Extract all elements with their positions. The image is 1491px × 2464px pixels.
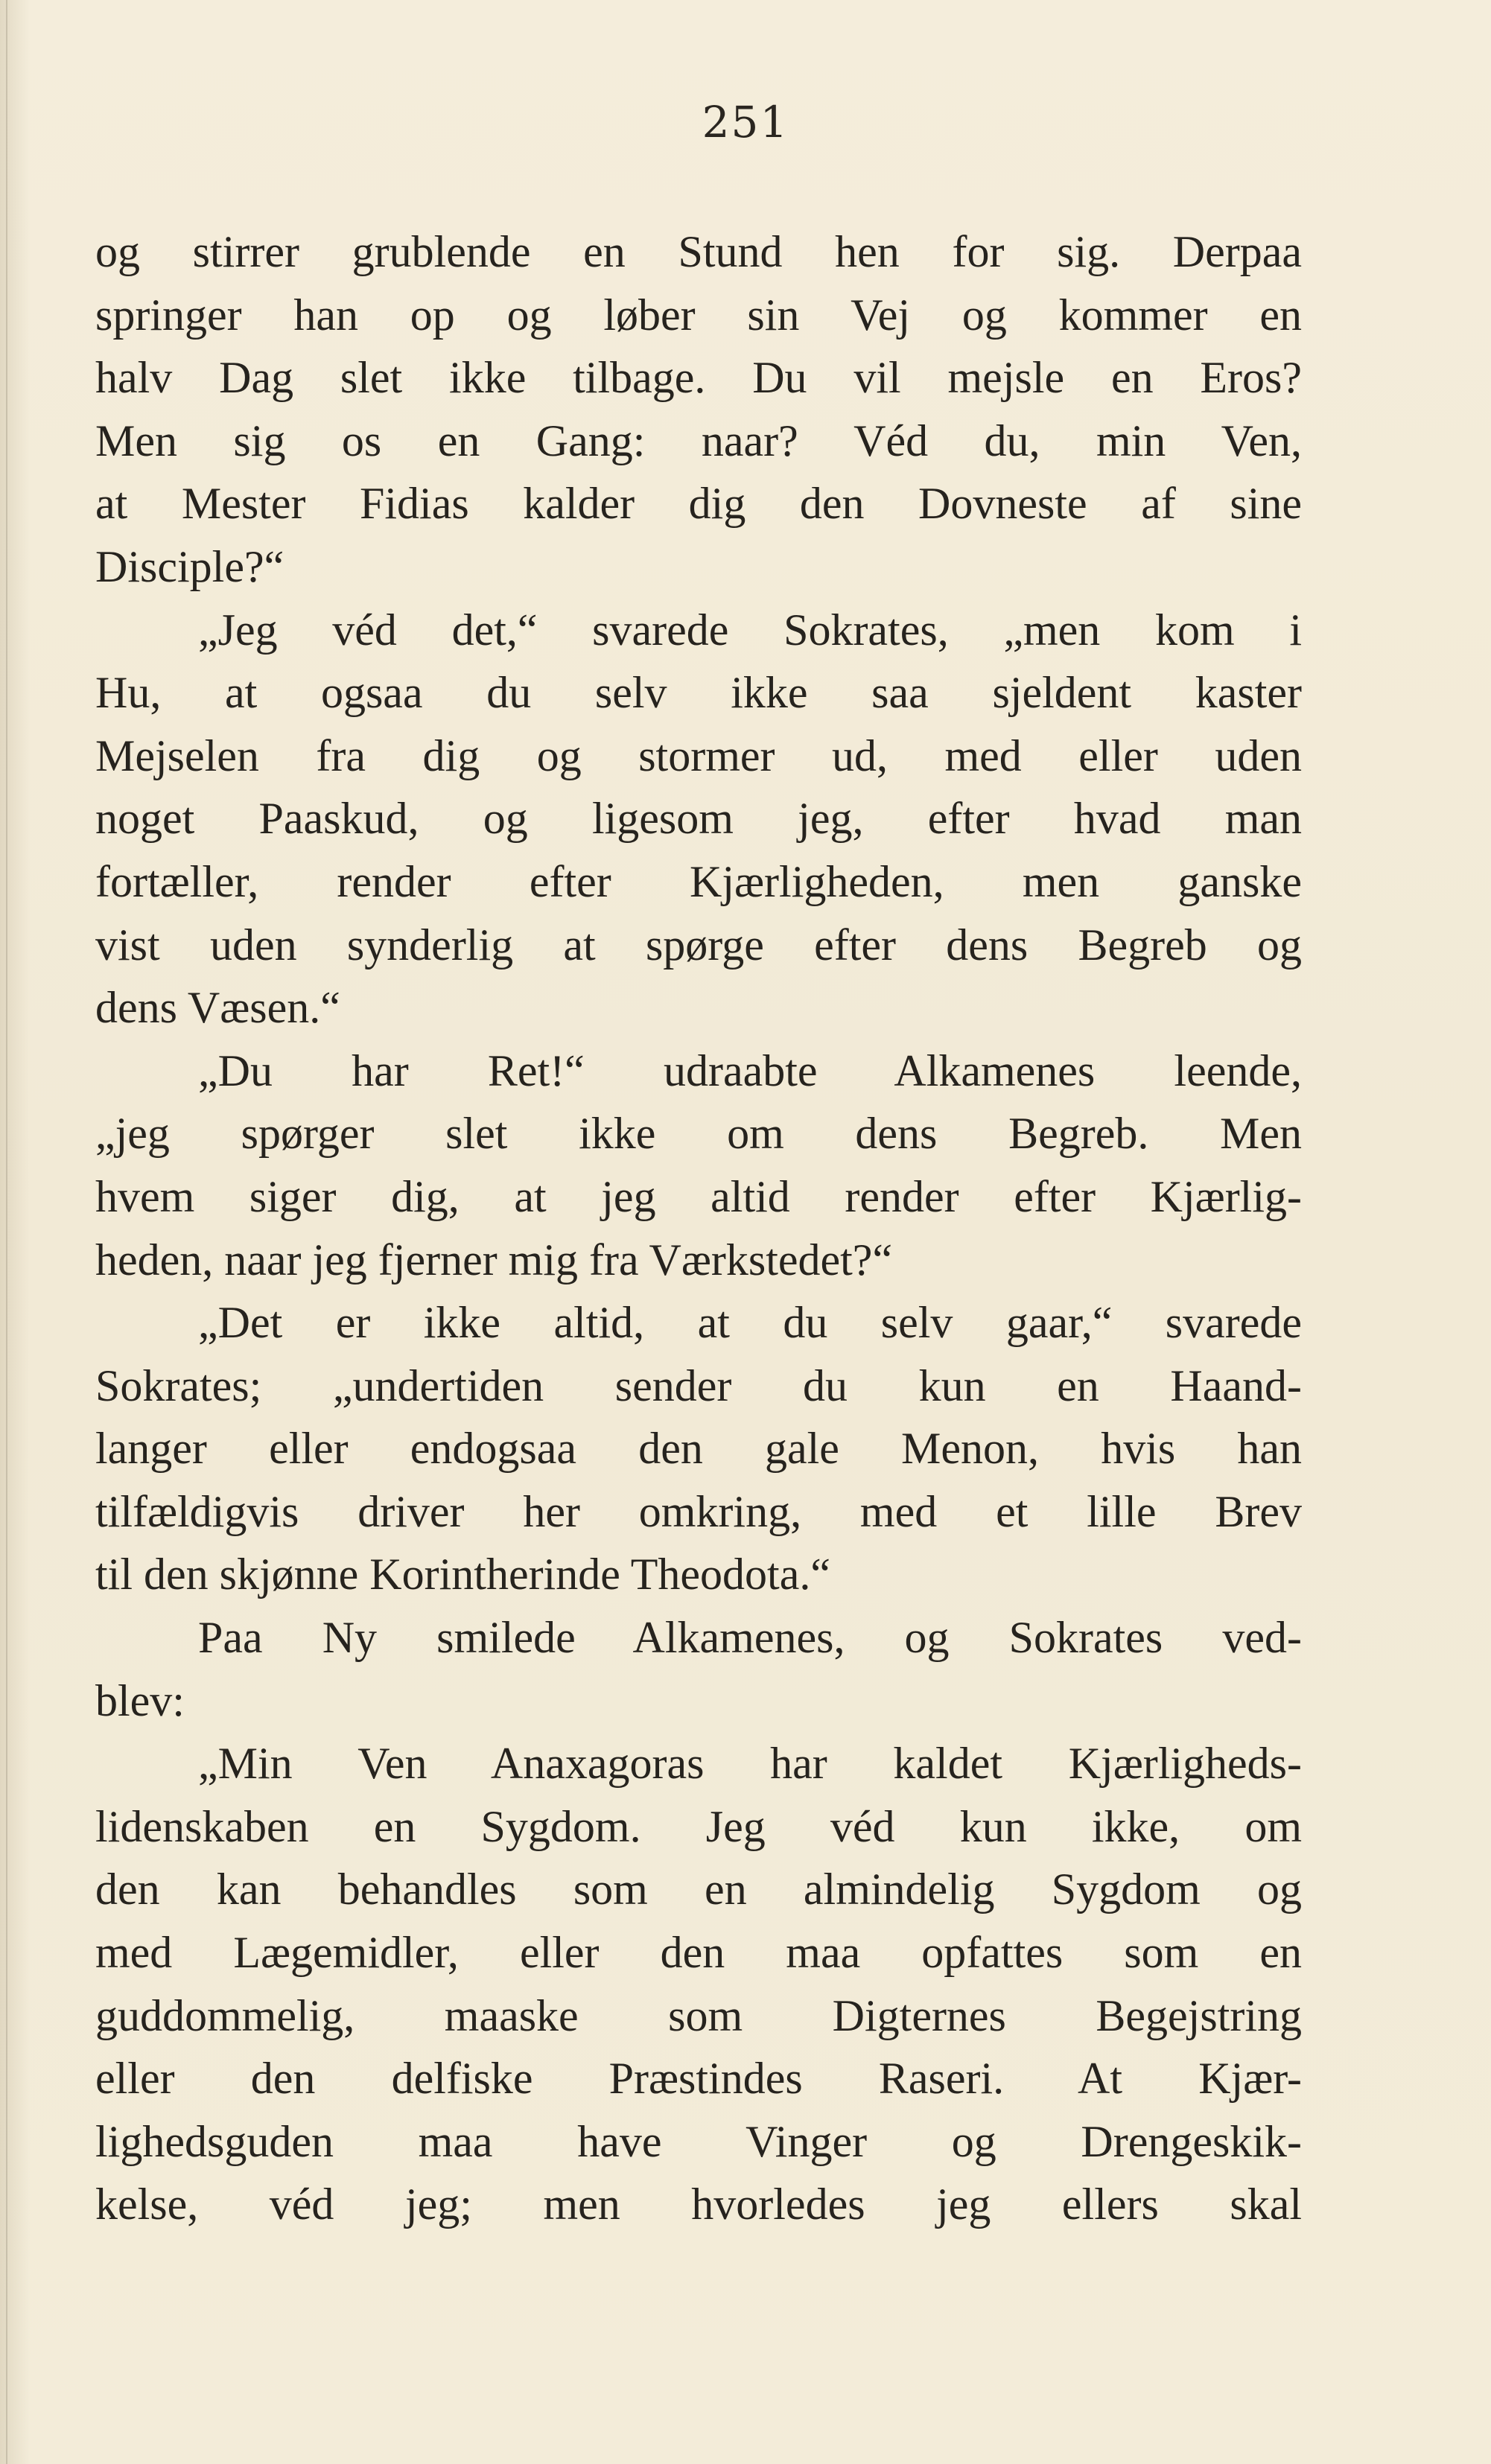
text-line: guddommelig, maaske som Digternes Begejstring (95, 1990, 1302, 2040)
text-line: „Min Ven Anaxagoras har kaldet Kjærligheds- (198, 1739, 1302, 1789)
text-line: Sokrates; „undertiden sender du kun en Haand- (95, 1360, 1302, 1410)
text-line: eller den delfiske Præstindes Raseri. At Kjær- (95, 2054, 1302, 2104)
text-line: „jeg spørger slet ikke om dens Begreb. Men (95, 1109, 1302, 1159)
text-line: og stirrer grublende en Stund hen for sig. Derpaa (95, 227, 1302, 276)
text-line: blev: (95, 1675, 185, 1725)
body-text (95, 220, 1302, 2236)
text-line: kelse, véd jeg; men hvorledes jeg ellers skal (95, 2180, 1302, 2229)
text-line: halv Dag slet ikke tilbage. Du vil mejsle en Eros? (95, 353, 1302, 403)
text-line: tilfældigvis driver her omkring, med et lille Brev (95, 1486, 1302, 1536)
text-line: at Mester Fidias kalder dig den Dovneste af sine (95, 479, 1302, 529)
text-line: fortæller, render efter Kjærligheden, men ganske (95, 856, 1302, 906)
text-line: Paa Ny smilede Alkamenes, og Sokrates ved- (198, 1613, 1302, 1663)
page-edge-shadow (6, 0, 7, 2464)
text-line: noget Paaskud, og ligesom jeg, efter hvad man (95, 794, 1302, 844)
text-line: Men sig os en Gang: naar? Véd du, min Ven, (95, 416, 1302, 465)
text-line: „Du har Ret!“ udraabte Alkamenes leende, (198, 1045, 1302, 1095)
text-line: langer eller endogsaa den gale Menon, hvis han (95, 1424, 1302, 1474)
text-line: springer han op og løber sin Vej og kommer en (95, 290, 1302, 340)
text-line: „Jeg véd det,“ svarede Sokrates, „men kom i (198, 605, 1302, 655)
text-line: Disciple?“ (95, 541, 284, 591)
text-line: med Lægemidler, eller den maa opfattes som en (95, 1928, 1302, 1978)
text-line: lidenskaben en Sygdom. Jeg véd kun ikke, om (95, 1801, 1302, 1851)
text-line: vist uden synderlig at spørge efter dens Begreb og (95, 920, 1302, 970)
page-number: 251 (702, 97, 789, 147)
text-line: til den skjønne Korintherinde Theodota.“ (95, 1550, 830, 1599)
text-line: hvem siger dig, at jeg altid render efter Kjærlig- (95, 1171, 1302, 1221)
text-line: lighedsguden maa have Vinger og Drengeskik- (95, 2116, 1302, 2166)
text-line: „Det er ikke altid, at du selv gaar,“ svarede (198, 1298, 1302, 1348)
text-line: dens Væsen.“ (95, 983, 340, 1033)
text-line: Mejselen fra dig og stormer ud, med eller uden (95, 730, 1302, 780)
text-line: den kan behandles som en almindelig Sygdom og (95, 1865, 1302, 1914)
text-line: Hu, at ogsaa du selv ikke saa sjeldent kaster (95, 668, 1302, 718)
text-line: heden, naar jeg fjerner mig fra Værkstedet?“ (95, 1235, 893, 1284)
